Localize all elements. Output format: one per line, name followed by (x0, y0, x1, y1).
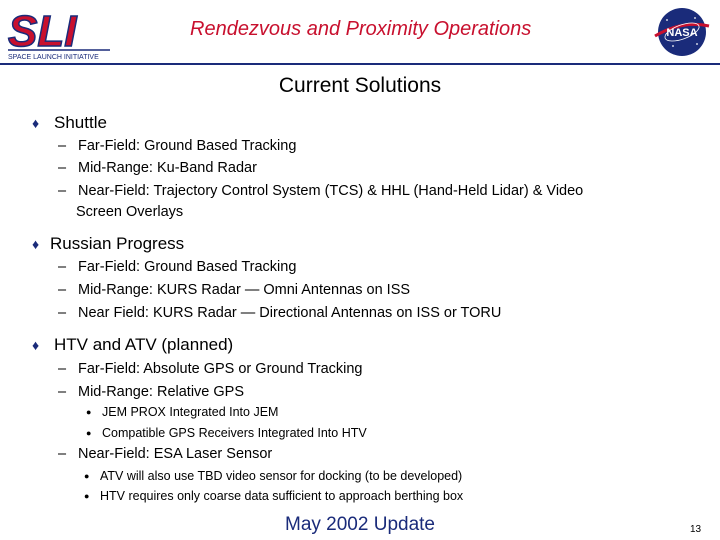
list-item-text: Far-Field: Ground Based Tracking (78, 138, 297, 154)
dash-bullet-icon: – (58, 183, 67, 199)
list-item (58, 305, 501, 321)
dash-bullet-icon: – (58, 259, 67, 275)
list-item-text: Mid-Range: Ku-Band Radar (78, 160, 257, 176)
sub-list-item-text: HTV requires only coarse data sufficient to approach berthing box (100, 489, 464, 503)
list-item-text: Mid-Range: Relative GPS (78, 384, 245, 400)
sub-list-item (86, 405, 278, 419)
dash-bullet-icon: – (58, 384, 67, 400)
sli-logo-text: SLI (8, 7, 77, 56)
sub-list-item (86, 426, 367, 440)
list-item (58, 183, 583, 199)
list-item-text: Near-Field: Trajectory Control System (TCS) & HHL (Hand-Held Lidar) & Video (78, 183, 584, 199)
list-item-text: Near Field: KURS Radar — Directional Antennas on ISS or TORU (78, 305, 502, 321)
list-item (58, 138, 296, 154)
sub-list-item (84, 469, 462, 483)
nasa-logo-text: NASA (666, 27, 698, 39)
section-heading-shuttle (32, 113, 107, 133)
sli-logo-subtext: SPACE LAUNCH INITIATIVE (8, 54, 99, 61)
slide-header-title: Rendezvous and Proximity Operations (190, 18, 532, 40)
dash-bullet-icon: – (58, 160, 67, 176)
list-item-text: Far-Field: Ground Based Tracking (78, 259, 297, 275)
dot-bullet-icon: ● (84, 491, 90, 501)
list-item (58, 361, 363, 377)
slide-title: Current Solutions (278, 74, 442, 97)
page-number: 13 (690, 524, 702, 535)
dot-bullet-icon: ● (84, 471, 90, 481)
diamond-bullet-icon: ♦ (32, 337, 40, 353)
header-divider (0, 63, 720, 65)
list-item (58, 446, 272, 462)
dash-bullet-icon: – (58, 282, 67, 298)
dash-bullet-icon: – (58, 305, 67, 321)
section-heading-label: HTV and ATV (planned) (54, 335, 234, 354)
list-item (58, 259, 296, 275)
list-item-continuation: Screen Overlays (76, 204, 184, 220)
dot-bullet-icon: ● (86, 428, 92, 438)
diamond-bullet-icon: ♦ (32, 236, 40, 252)
section-heading-label: Shuttle (54, 113, 107, 132)
diamond-bullet-icon: ♦ (32, 115, 40, 131)
nasa-logo-icon (651, 6, 713, 58)
list-item-text: Far-Field: Absolute GPS or Ground Tracking (78, 361, 363, 377)
section-heading-label: Russian Progress (50, 234, 185, 253)
sli-logo (4, 6, 114, 62)
sub-list-item-text: ATV will also use TBD video sensor for docking (to be developed) (100, 469, 463, 483)
section-heading-russian-progress (32, 234, 184, 254)
dash-bullet-icon: – (58, 446, 67, 462)
dash-bullet-icon: – (58, 138, 67, 154)
dot-bullet-icon: ● (86, 407, 92, 417)
list-item (58, 384, 244, 400)
section-heading-htv-atv (32, 335, 233, 355)
sub-list-item-text: JEM PROX Integrated Into JEM (102, 405, 279, 419)
list-item-text: Near-Field: ESA Laser Sensor (78, 446, 273, 462)
dash-bullet-icon: – (58, 361, 67, 377)
sub-list-item (84, 489, 463, 503)
sub-list-item-text: Compatible GPS Receivers Integrated Into HTV (102, 426, 367, 440)
list-item (58, 160, 257, 176)
list-item (58, 282, 410, 298)
list-item-text: Mid-Range: KURS Radar — Omni Antennas on ISS (78, 282, 411, 298)
footer-update-label: May 2002 Update (285, 514, 435, 535)
